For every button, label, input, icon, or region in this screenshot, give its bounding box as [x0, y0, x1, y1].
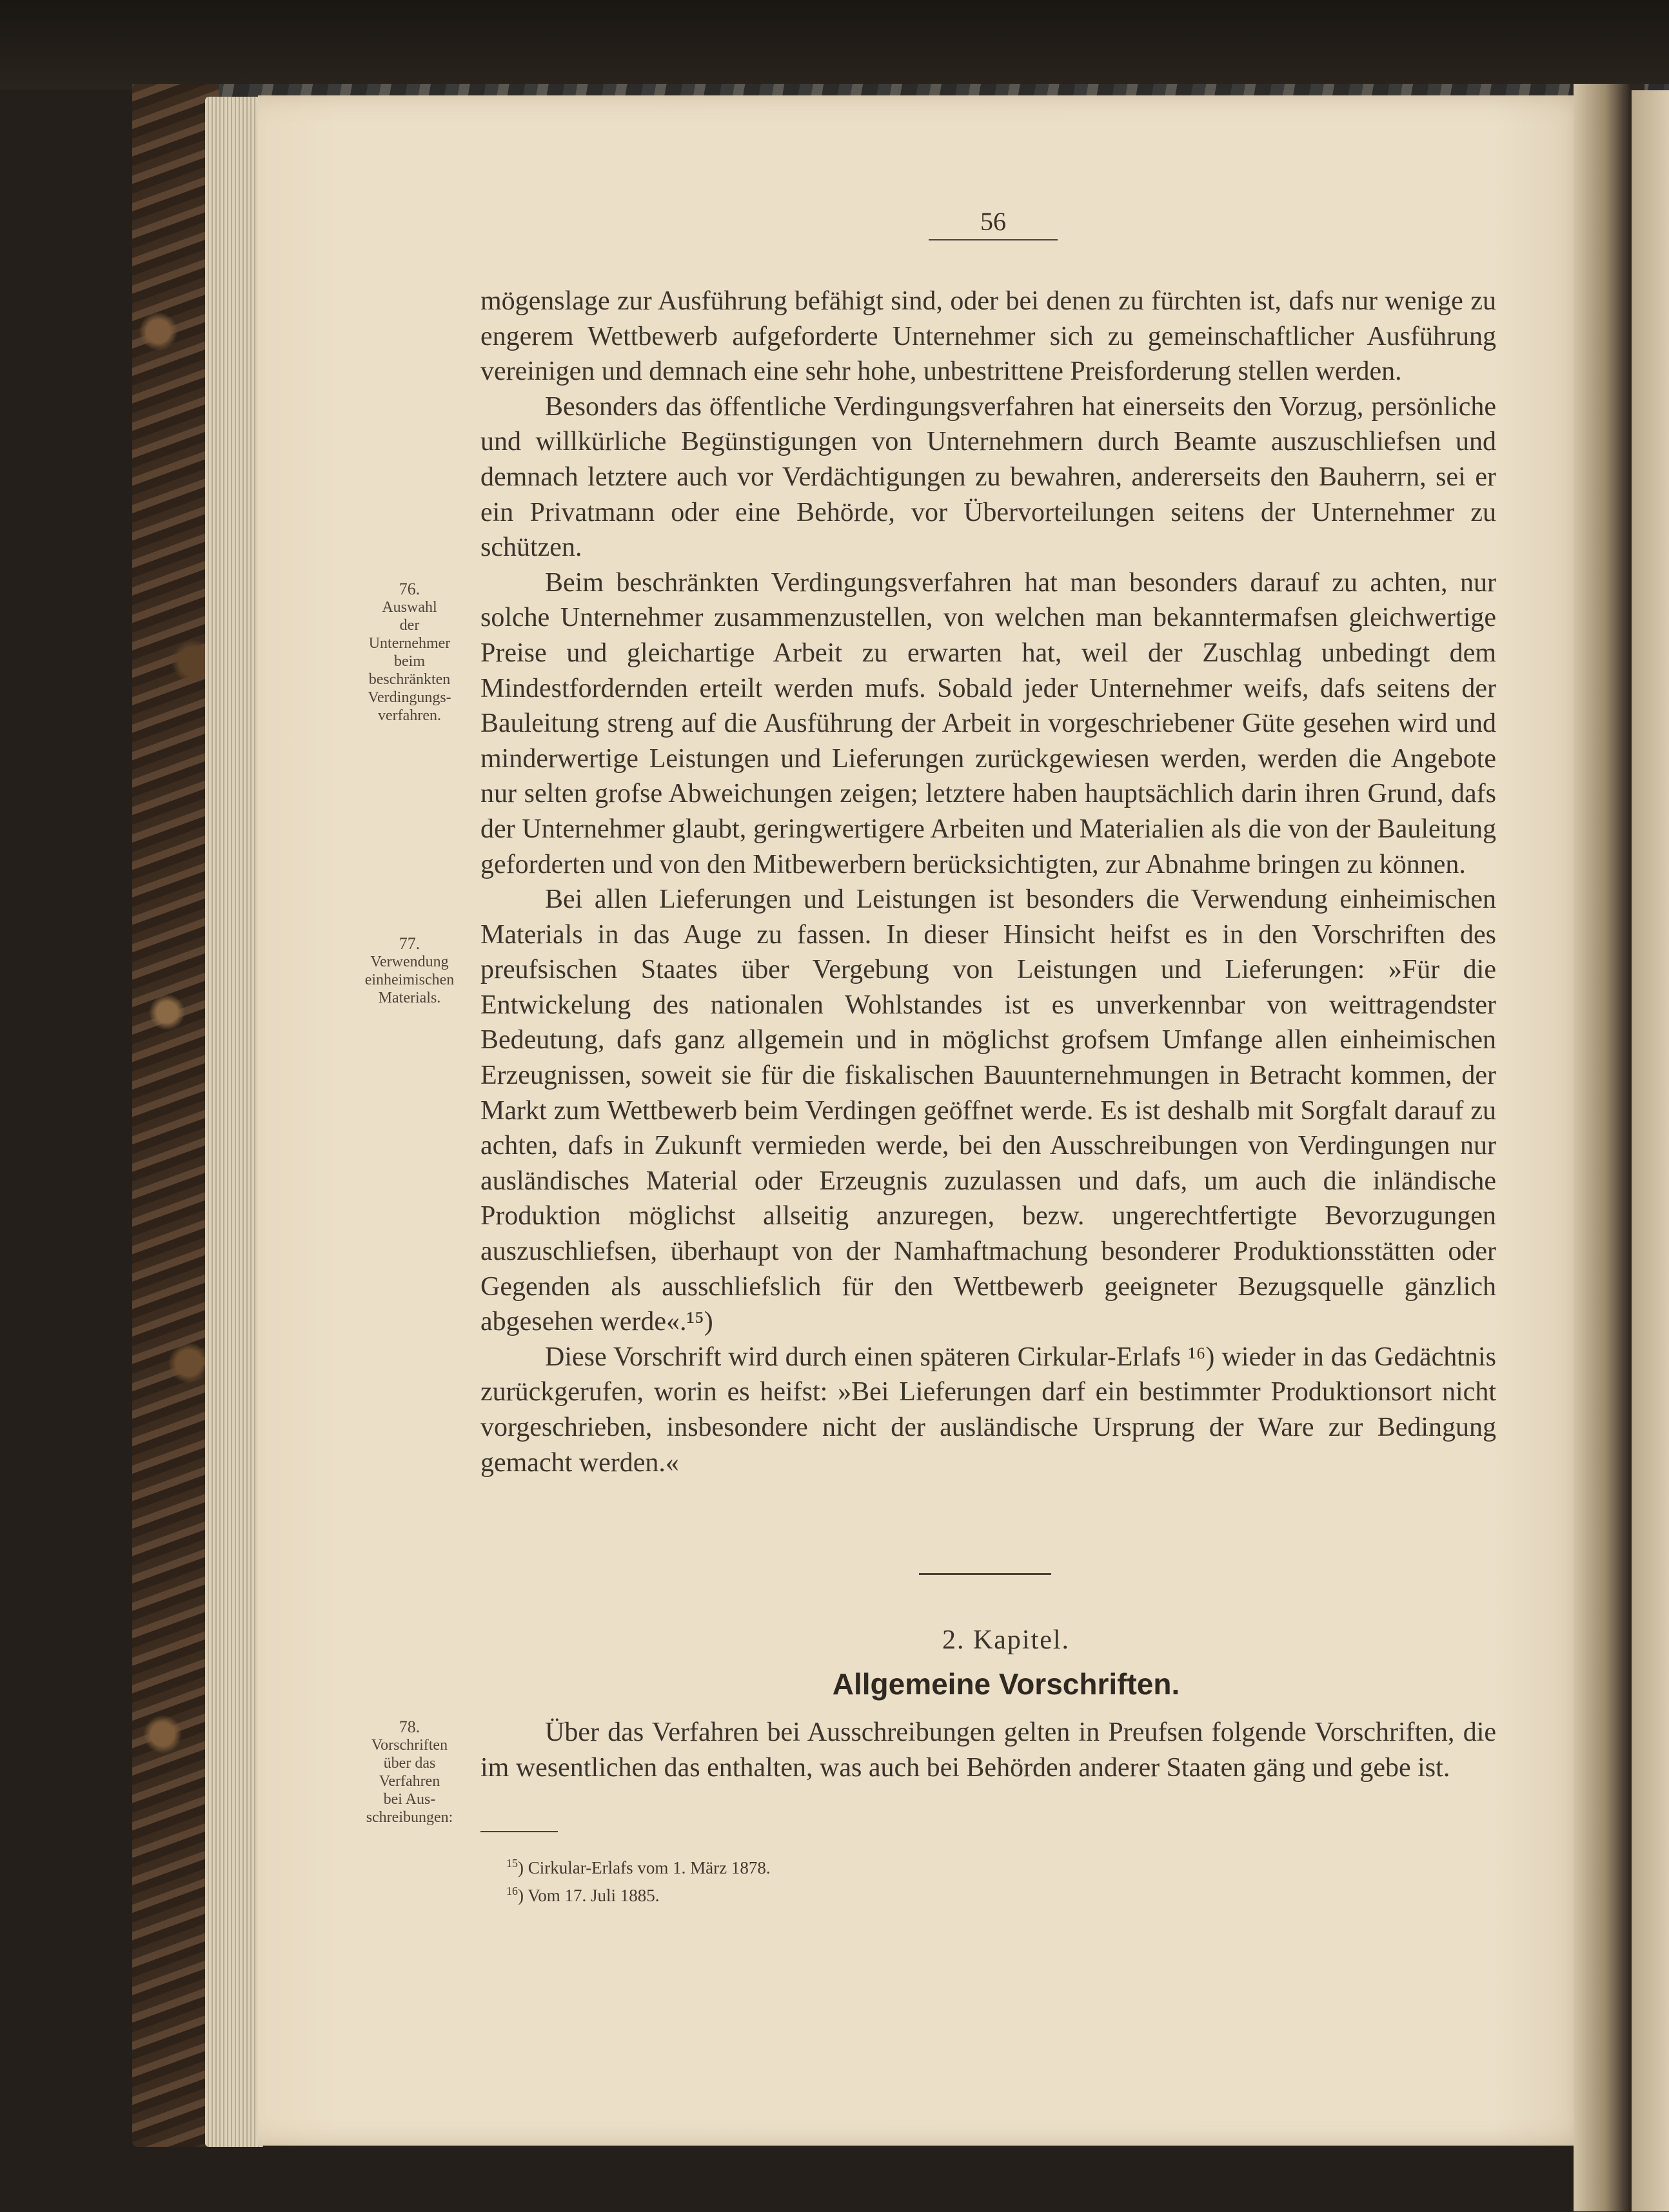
page-number-block	[929, 206, 1058, 240]
margin-note-76	[348, 580, 471, 725]
chapter-number: 2. Kapitel.	[942, 1625, 1071, 1655]
margin-note-line: schreibungen:	[366, 1809, 453, 1826]
paragraph: Bei allen Lieferungen und Leistungen ist besonders die Verwendung einheimischen Materials in das Auge zu fassen. In dieser Hinsicht heifst es in den Vorschriften des preufsischen Staates über Vergebung von Leistungen und Lieferungen: »Für die Entwickelung des nationalen Wohlstandes ist es unverkennbar von weittragendster Bedeutung, dafs ganz allgemein und in möglichst grofsem Umfange allen einheimischen Erzeugnissen, soweit sie für die fiskalischen Bauunternehmungen in Betracht kommen, der Markt zum Wettbewerb beim Verdingen geöffnet werde. Es ist deshalb mit Sorgfalt darauf zu achten, dafs in Zukunft vermieden werde, bei den Ausschreibungen von Verdingungen nur ausländisches Material oder Erzeugnis zuzulassen und dafs, um auch die inländische Produktion möglichst allseitig anzuregen, bezw. ungerechtfertigte Bevorzugungen auszuschliefsen, überhaupt von der Namhaftmachung besonderer Produktionsstätten oder Gegenden als ausschliefslich für den Wettbewerb geeigneter Bezugsquelle gänzlich abgesehen werde«.¹⁵)	[480, 885, 1496, 1337]
margin-note-number: 78.	[399, 1718, 420, 1736]
margin-note-line: der	[399, 617, 420, 634]
section-divider	[919, 1573, 1051, 1575]
paragraph: Diese Vorschrift wird durch einen späteren Cirkular-Erlafs ¹⁶) wieder in das Gedächtnis zurückgerufen, worin es heifst: »Bei Lieferungen darf ein bestimmter Produktionsort nicht vorgeschrieben, insbesondere nicht der ausländische Ursprung der Ware zur Bedingung gemacht werden.«	[480, 1342, 1496, 1478]
backdrop	[0, 0, 1669, 90]
footnote-text: Vom 17. Juli 1885.	[528, 1886, 660, 1905]
margin-note-number: 76.	[399, 580, 420, 598]
page-edges	[205, 97, 263, 2147]
margin-note-78	[348, 1718, 471, 1826]
footnote-text: Cirkular-Erlafs vom 1. März 1878.	[528, 1858, 771, 1877]
paragraph: Beim beschränkten Verdingungsverfahren hat man besonders darauf zu achten, nur solche Unternehmer zusammenzustellen, von welchen man bekanntermafsen gleichwertige Preise und gleichartige Arbeit zu erwarten hat, weil der Zuschlag unbedingt dem Mindestfordernden erteilt werden mufs. Sobald jeder Unternehmer weifs, dafs seitens der Bauleitung streng auf die Ausführung der Arbeit in vorgeschriebener Güte gesehen wird und minderwertige Leistungen und Lieferungen zurückgewiesen werden, werden die Angebote nur selten grofse Abweichungen zeigen; letztere haben hauptsächlich darin ihren Grund, dafs der Unternehmer glaubt, geringwertigere Arbeiten und Materialien als die von der Bauleitung geforderten und von den Mitbewerbern berücksichtigten, zur Abnahme bringen zu können.	[480, 567, 1496, 879]
paragraph: Über das Verfahren bei Ausschreibungen gelten in Preufsen folgende Vorschriften, die im wesentlichen das enthalten, was auch bei Behörden anderer Staaten gäng und gebe ist.	[480, 1718, 1496, 1783]
page-number-rule	[929, 239, 1058, 240]
margin-note-line: Vorschriften	[371, 1737, 448, 1754]
margin-note-line: über das	[383, 1755, 436, 1772]
margin-note-line: beim	[394, 653, 425, 670]
margin-note-line: Verwendung	[370, 954, 449, 970]
chapter-title: Allgemeine Vorschriften.	[832, 1667, 1180, 1701]
margin-note-line: Auswahl	[382, 599, 437, 616]
margin-note-line: Materials.	[378, 990, 441, 1006]
margin-note-line: verfahren.	[378, 707, 441, 724]
margin-note-line: einheimischen	[364, 972, 455, 988]
footnote: $^{16}$) Vom 17. Juli 1885.	[506, 1884, 660, 1905]
facing-page-edge	[1632, 90, 1669, 2211]
margin-note-line: Unternehmer	[368, 635, 451, 652]
footnote-mark: 16	[506, 1884, 518, 1897]
paragraph: mögenslage zur Ausführung befähigt sind, oder bei denen zu fürchten ist, dafs nur wenige zu engerem Wettbewerb aufgeforderte Unternehmer sich zu gemeinschaftlicher Ausführung vereinigen und demnach eine sehr hohe, unbestrittene Preisforderung stellen werden.	[480, 286, 1496, 387]
paragraph: Besonders das öffentliche Verdingungsverfahren hat einerseits den Vorzug, persönliche und willkürliche Begünstigungen von Unternehmern durch Beamte auszuschliefsen und demnach letztere auch vor Verdächtigungen zu bewahren, andererseits den Bauherrn, sei er ein Privatmann oder eine Behörde, vor Übervorteilungen seitens der Unternehmer zu schützen.	[480, 391, 1496, 563]
margin-note-number: 77.	[399, 934, 420, 953]
footnote-mark: 15	[506, 1857, 518, 1870]
margin-note-line: Verdingungs-	[368, 689, 451, 706]
margin-note-line: bei Aus-	[383, 1791, 436, 1808]
footnote-rule	[480, 1831, 558, 1832]
footnote: $^{15}$) Cirkular-Erlafs vom 1. März 1878.	[506, 1857, 771, 1877]
margin-note-line: Verfahren	[379, 1773, 440, 1790]
margin-note-77	[348, 935, 471, 1007]
chapter-text	[480, 1715, 1496, 1785]
page-number: 56	[980, 207, 1006, 236]
body-text	[480, 284, 1496, 1480]
footnotes	[506, 1852, 1087, 1907]
margin-note-line: beschränkten	[368, 671, 451, 688]
